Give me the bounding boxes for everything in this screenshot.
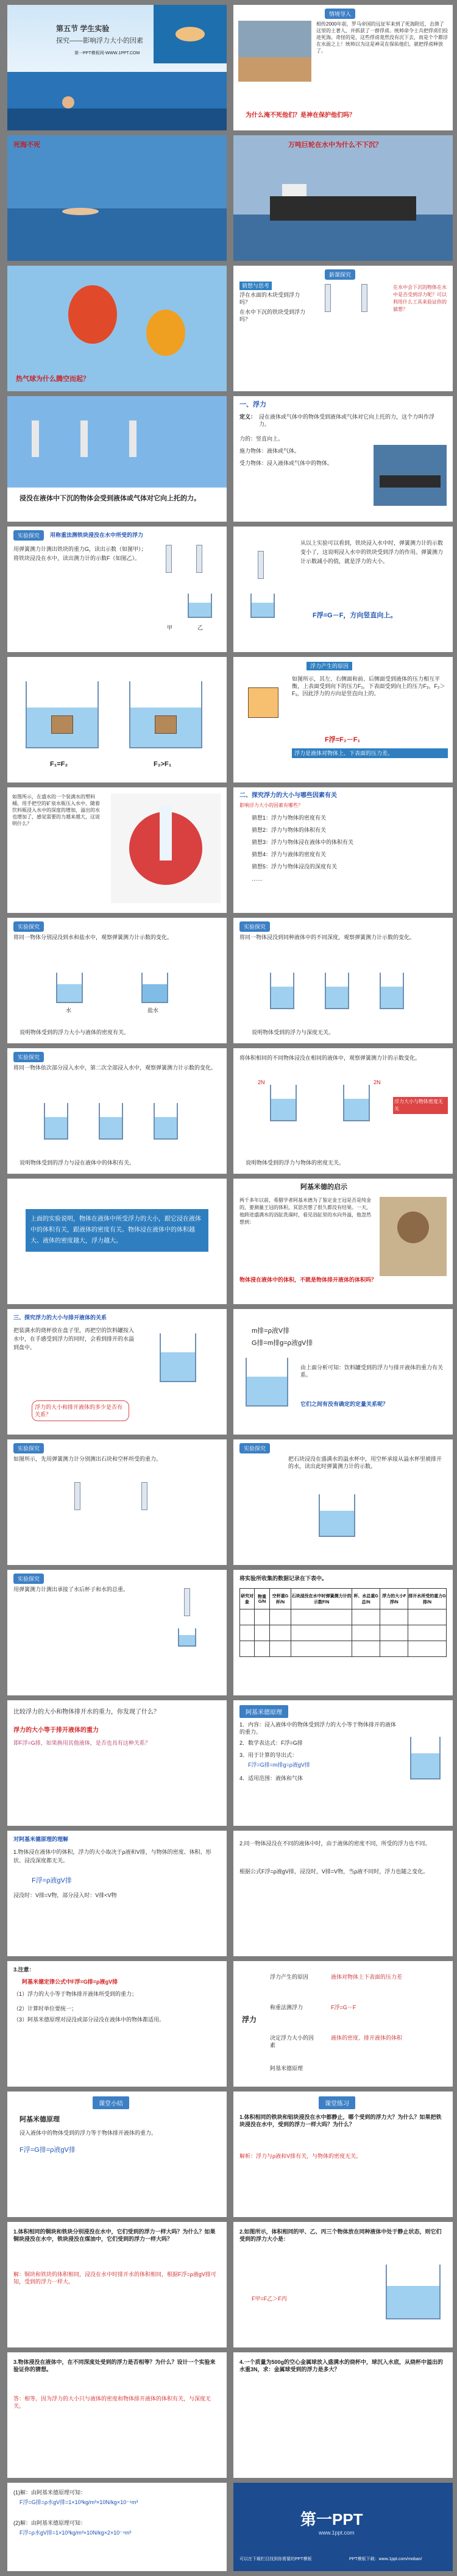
slide-17-object-density xyxy=(233,1048,453,1174)
mindmap-c5: 决定浮力大小的因素 xyxy=(270,2035,314,2048)
displacement-text: 把装满水的烧杯放在盘子里，再把空的饮料罐按入水中，在手感受到浮力的同时，会看到排开的水溢到盘中。 xyxy=(13,1327,135,1350)
step2-text: 把石块浸没在盛满水的溢水杯中，用空杯承接从溢水杯里被排开的水，读出此时弹簧测力计的示数。 xyxy=(288,1456,442,1469)
mindmap-c7: 阿基米德原理 xyxy=(270,2065,303,2071)
principle-item-2: 2．数学表达式：F浮=G排 xyxy=(239,1740,303,1746)
recap-formula: F浮=G排=ρ液gV排 xyxy=(19,2146,76,2154)
definition-label: 定义： xyxy=(239,414,257,420)
spring-scale-diagram xyxy=(7,396,227,488)
archimedes-text: 两千多年以前，希腊学者阿基米德为了鉴定金王冠是否是纯金的，要测量王冠的体积，冥思苦想了很久都没有结果。一天，他跨进盛满水的浴缸洗澡时，看见浴缸里的水向外溢，他忽然想到： xyxy=(239,1198,371,1225)
scale-a xyxy=(166,545,172,573)
q2-beaker xyxy=(386,2265,441,2319)
slide-23-step2 xyxy=(233,1439,453,1565)
guess-title: 猜想与思考 xyxy=(239,282,272,290)
formula-question: 它们之间有没有确定的定量关系呢？ xyxy=(300,1401,389,1407)
mindmap-c3: 称重法测浮力 xyxy=(270,2004,303,2010)
slide-11-cause xyxy=(233,657,453,782)
table-row xyxy=(240,1609,447,1625)
badge-depth: 实验探究 xyxy=(239,921,270,932)
pressure-label-right: F₂>F₁ xyxy=(154,761,172,768)
pressure-block-left xyxy=(51,715,73,734)
slide-4-balloon xyxy=(7,266,227,391)
lesson-subtitle: 探究——影响浮力大小的因素 xyxy=(56,37,143,44)
weighing-title: 用称重法测铁块浸没在水中所受的浮力 xyxy=(50,532,144,538)
volume-conclusion: 说明物体受到的浮力与浸在液体中的体积有关。 xyxy=(19,1160,135,1166)
hypothesis-5: 猜想5：浮力与物体浸没的深度有关 xyxy=(252,864,338,870)
hypothesis-1: 猜想1：浮力与物体的密度有关 xyxy=(252,815,327,821)
spring-scale-left xyxy=(325,284,331,312)
slide-33-exercise xyxy=(233,2092,453,2217)
slide-31-mindmap xyxy=(233,1961,453,2087)
guess-note: 在水中会下沉的物体在水中是否受到浮力呢？可以利用什么工具来验证你的猜想？ xyxy=(393,285,447,312)
solution-t1: (1)解：由阿基米德原理可知： xyxy=(13,2489,87,2496)
q2-options: F甲=F乙＞F丙 xyxy=(252,2296,287,2302)
understand-heading: 对阿基米德原理的理解 xyxy=(13,1836,69,1842)
intro-text: 相传2000年前，罗马帝国的远征军来到了死海附近，击溃了这里的土著人，并抓获了一群俘虏。统帅命令士兵把俘虏们投进死海。奇怪的是，这些俘虏竟然没有沉下去，而是个个都浮在水面之上！统帅以为这是神灵在保佑他们，就把俘虏释放了。 xyxy=(316,21,448,54)
brand-right-note: PPT模板下载：www.1ppt.com/moban/ xyxy=(349,2557,422,2561)
slide-25-table xyxy=(233,1570,453,1695)
slide-19-archimedes xyxy=(233,1179,453,1304)
fig-b-label: 乙 xyxy=(197,625,204,631)
slide-16-volume xyxy=(7,1048,227,1174)
dead-sea-photo xyxy=(7,135,227,261)
principle-item-4: 4．适用范围：液体和气体 xyxy=(239,1775,303,1781)
result-text: 从以上实验可以看到，铁块浸入水中时，弹簧测力计的示数变小了，这说明浸入水中的铁块受到浮力的作用。弹簧测力计示数减小的值，就是浮力的大小。 xyxy=(300,540,444,564)
slide-10-pressure xyxy=(7,657,227,782)
recap-tag: 课堂小结 xyxy=(93,2096,129,2109)
slide-15-depth xyxy=(233,918,453,1043)
slide-5-guess xyxy=(233,266,453,391)
slide-7-buoyancy xyxy=(233,396,453,522)
recap-text: 浸入液体中的物体受到的浮力等于物体排开液体的重力。 xyxy=(19,2130,157,2136)
mindmap-c6: 液体的密度、排开液体的体积 xyxy=(331,2035,403,2041)
obj-note-1: 2N xyxy=(258,1079,265,1085)
depth-beaker-1 xyxy=(270,973,294,1009)
q1-answer: 解：铜块和铁块的体积相同，浸没在水中时排开水的体积相同，根据F浮=ρ液gV排可知，受到的浮力一样大。 xyxy=(13,2271,216,2285)
table-header-row xyxy=(240,1589,447,1609)
container-ship-photo xyxy=(374,445,447,506)
depth-beaker-2 xyxy=(325,973,349,1009)
template-url: 第一PPT模板网-WWW.1PPT.COM xyxy=(74,51,140,55)
principle-beaker xyxy=(410,1737,441,1779)
mindmap-root: 浮力 xyxy=(242,2015,257,2024)
result-scale xyxy=(258,551,264,579)
hypotheses-heading: 二、探究浮力的大小与哪些因素有关 xyxy=(239,792,337,799)
slide-6-sinking xyxy=(7,396,227,522)
notes-t1: （1）浮力的大小等于物体排开液体所受到的重力； xyxy=(13,1991,138,1997)
compare-result: 浮力的大小等于排开液体的重力 xyxy=(13,1727,99,1734)
water-beaker xyxy=(56,973,83,1003)
slide-27-principle xyxy=(233,1700,453,1826)
table-title: 将实验所收集的数据记录在下表中。 xyxy=(239,1575,328,1581)
hypotheses-dots: …… xyxy=(252,876,263,882)
displacement-f1: m排=ρ液V排 xyxy=(252,1327,290,1335)
principle-item-1: 1．内容：浸入液体中的物体受到浮力的大小等于物体排开的液体的重力。 xyxy=(239,1722,397,1735)
slide-30-notes xyxy=(7,1961,227,2087)
fig-a-label: 甲 xyxy=(167,625,173,631)
badge-experiment: 实验探究 xyxy=(13,530,44,541)
recap-title: 阿基米德原理 xyxy=(19,2116,60,2123)
formula-text: 由上面分析可知：饮料罐受到的浮力与排开液体的重力有关系。 xyxy=(300,1364,444,1378)
scale-b xyxy=(196,545,202,573)
sinking-caption: 浸没在液体中下沉的物体会受到液体或气体对它向上托的力。 xyxy=(19,495,200,502)
compare-text: 比较浮力的大小和物体排开水的重力，你发现了什么？ xyxy=(13,1709,160,1716)
brand-left-note: 可以在下载栏目找到你需要的PPT模板 xyxy=(239,2557,312,2561)
principle-item-3: 3．用于计算的导出式： xyxy=(239,1752,298,1758)
ship-question: 万吨巨轮在水中为什么不下沉？ xyxy=(288,141,382,149)
cause-conclusion: 浮力是液体对物体上、下表面的压力差。 xyxy=(292,748,448,758)
formula-beaker xyxy=(246,1358,288,1407)
archimedes-quote: 物体浸在液体中的体积，不就是物体排开液体的体积吗？ xyxy=(239,1277,377,1283)
volume-beaker-2 xyxy=(99,1103,123,1140)
cause-block xyxy=(248,687,278,718)
definition-text: 浸在液体或气体中的物体受到液体或气体对它向上托的力，这个力叫作浮力。 xyxy=(259,414,435,427)
mindmap-c1: 浮力产生的原因 xyxy=(270,1974,309,1980)
lesson-title: 第五节 学生实验 xyxy=(56,24,110,33)
notes-t2: （2）计算时单位要统一； xyxy=(13,2006,77,2012)
depth-conclusion: 说明物体受到的浮力与深度无关。 xyxy=(252,1029,335,1035)
slide-13-hypotheses xyxy=(233,787,453,913)
slide-3b-ship xyxy=(233,135,453,261)
slide-21-formula xyxy=(233,1309,453,1435)
displacement-heading: 三、探究浮力的大小与排开液体的关系 xyxy=(13,1315,107,1321)
summary-text: 上面的实验说明，物体在液体中所受浮力的大小，跟它浸在液体中的体积有关，跟液体的密度有关。物体浸在液体中的体积越大、液体的密度越大，浮力越大。 xyxy=(26,1209,208,1252)
weighing-text: 用弹簧测力计测出铁块的重力G，读出示数（如图甲）；将铁块浸没在水中，读出测力计的示数F（如图乙）。 xyxy=(13,546,147,561)
volume-beaker-1 xyxy=(44,1103,68,1140)
step1-scale-a xyxy=(74,1482,80,1510)
exercise-text: 1.体积相同的铁块和铝块浸没在水中都静止，哪个受到的浮力大？为什么？如果把铁块浸没在水中，受到的浮力一样大吗？为什么？ xyxy=(239,2114,442,2127)
data-table xyxy=(239,1588,447,1657)
mindmap-c4: F浮=G－F xyxy=(331,2004,356,2010)
density-text: 将同一物体分别浸没到水和盐水中，观察弹簧测力计示数的变化。 xyxy=(13,934,173,940)
slide-26-compare xyxy=(7,1700,227,1826)
depth-text: 将同一物体浸没到同种液体中的不同深度，观察弹簧测力计示数的变化。 xyxy=(239,934,416,940)
step1-text: 如图所示，先用弹簧测力计分别测出石块和空杯所受的重力。 xyxy=(13,1456,162,1462)
obj-beaker-2 xyxy=(343,1085,370,1121)
slide-2-intro xyxy=(233,5,453,130)
q2-text: 2.如图所示，体积相同的甲、乙、丙三个物体放在同种液体中处于静止状态，则它们受到的浮力大小是： xyxy=(239,2229,442,2242)
table-header: 杯、水总重G总/N xyxy=(352,1589,380,1609)
guess-q2: 在水中下沉的铁块受到浮力吗？ xyxy=(239,309,306,322)
obj-note-2: 2N xyxy=(374,1079,381,1085)
brand-url: www.1ppt.com xyxy=(319,2530,355,2536)
compare-extra: 即F浮=G排，如果换用其他液体，是否也具有这种关系？ xyxy=(13,1740,151,1746)
slide-1-title xyxy=(7,5,227,130)
obj-beaker-1 xyxy=(270,1085,297,1121)
slide-34-q1 xyxy=(7,2222,227,2347)
hot-air-balloon-photo xyxy=(7,266,227,391)
cause-text: 如图所示，其左、右侧面和前、后侧面受到液体的压力相互平衡，上表面受到向下的压力F₁，下表面受到向上的压力F₂，F₂＞F₁，因此浮力的方向是竖直向上的。 xyxy=(292,676,445,697)
liquid-text-2: 根据公式F浮=ρ液gV排，浸没时，V排=V物，当ρ液不同时，浮力也随之变化。 xyxy=(239,1868,429,1875)
notes-t3: （3）阿基米德原理对浸没或部分浸没在液体中的物体都适用。 xyxy=(13,2017,165,2023)
understand-text-2: 浸没时：V排=V物，部分浸入时：V排<V物 xyxy=(13,1892,117,1898)
q4-text: 4.一个质量为500g的空心金属球放入盛满水的烧杯中，球沉入水底，从烧杯中溢出的水重3N，求：金属球受到的浮力是多大？ xyxy=(239,2359,444,2372)
spring-scale-right xyxy=(361,284,367,312)
slide-18-summary xyxy=(7,1179,227,1304)
force-direction: 力的：竖直向上。 xyxy=(239,436,284,442)
pressure-beaker-right xyxy=(129,681,202,748)
badge-step1: 实验探究 xyxy=(13,1443,44,1453)
liquid-text: 2.同一物体浸没在不同的液体中时，由于液体的密度不同，所受的浮力也不同。 xyxy=(239,1840,431,1847)
sea-swimmer-photo xyxy=(7,72,227,130)
table-header: 排开水所受的重力G排/N xyxy=(408,1589,447,1609)
slide-22-step1 xyxy=(7,1439,227,1565)
q3-answer: 答：相等。因为浮力的大小只与液体的密度和物体排开液体的体积有关，与深度无关。 xyxy=(13,2396,211,2409)
pressure-block-right xyxy=(155,715,177,734)
buoyancy-heading: 一、浮力 xyxy=(239,401,266,408)
step1-scale-b xyxy=(141,1482,147,1510)
applying-object: 施力物体：液体或气体。 xyxy=(239,448,300,454)
step3-text: 用弹簧测力计测出承接了水后杯子和水的总重。 xyxy=(13,1586,129,1592)
table-row xyxy=(240,1641,447,1657)
slide-9-result xyxy=(233,527,453,652)
brand-logo: 第一PPT xyxy=(300,2510,363,2528)
overflow-beaker xyxy=(160,1333,196,1382)
slide-12-bottle xyxy=(7,787,227,913)
exercise-tag: 课堂练习 xyxy=(319,2096,355,2109)
notes-title: 3.注意： xyxy=(13,1967,35,1973)
understand-formula: F浮=ρ液gV排 xyxy=(32,1877,72,1884)
beaker-b xyxy=(188,594,212,618)
slide-8-weighing xyxy=(7,527,227,652)
pressure-label-left: F₁=F₂ xyxy=(50,761,68,768)
bottle-in-water-photo xyxy=(111,793,221,903)
receiving-object: 受力物体：浸入液体或气体中的物体。 xyxy=(239,460,333,466)
hypotheses-sub: 影响浮力大小的因素有哪些？ xyxy=(239,803,303,808)
table-header: 空杯重G杯/N xyxy=(269,1589,291,1609)
slide-20-displacement xyxy=(7,1309,227,1435)
step2-beaker xyxy=(319,1494,355,1537)
roman-soldiers-painting xyxy=(238,21,311,82)
notes-formula: 阿基米德定律公式中F浮=G排=ρ液gV排 xyxy=(22,1979,118,1985)
cargo-ship-photo xyxy=(233,135,453,261)
slide-38-solution xyxy=(7,2483,227,2571)
intro-question: 为什么淹不死他们？是神在保护他们吗？ xyxy=(246,112,355,119)
volume-beaker-3 xyxy=(154,1103,178,1140)
slide-3-dead-sea xyxy=(7,135,227,261)
hypothesis-2: 猜想2：浮力与物体的体积有关 xyxy=(252,827,327,833)
obj-caption: 浮力大小与物体密度无关 xyxy=(393,1097,448,1114)
diver-photo xyxy=(154,5,227,63)
guess-q1: 浮在水面的木块受到浮力吗？ xyxy=(239,292,300,305)
archimedes-title: 阿基米德的启示 xyxy=(300,1183,347,1191)
slide-24-step3 xyxy=(7,1570,227,1695)
archimedes-portrait xyxy=(380,1197,447,1276)
hypothesis-3: 猜想3：浮力与物体浸在液体中的体积有关 xyxy=(252,839,354,845)
balloon-caption: 热气球为什么腾空而起？ xyxy=(16,375,90,383)
slide-35-q2 xyxy=(233,2222,453,2347)
slide-39-brand xyxy=(233,2483,453,2571)
bottle-text: 如图所示，在盛水的一个装满水的塑料桶，用手把空的矿泉水瓶压入水中，随着饮料瓶浸入水中的深度的增加，溢出的水也增加了，感觉需要的力越来越大，这说明什么？ xyxy=(12,794,100,826)
hypothesis-4: 猜想4：浮力与液体的密度有关 xyxy=(252,851,327,857)
table-header: 物重G/N xyxy=(255,1589,269,1609)
table-row xyxy=(240,1625,447,1641)
slide-29-liquid xyxy=(233,1831,453,1956)
q1-text: 1.体积相同的铜块和铁块分别浸没在水中，它们受到的浮力一样大吗？为什么？如果铜块浸没在水中，铁块浸没在煤油中，它们受到的浮力一样大吗？ xyxy=(13,2229,216,2242)
saltwater-label: 盐水 xyxy=(147,1007,159,1013)
depth-beaker-3 xyxy=(380,973,404,1009)
principle-item-3b: F浮=G排=m排g=ρ液gV排 xyxy=(248,1762,310,1768)
slide-28-understand xyxy=(7,1831,227,1956)
q3-text: 3.物体浸没在液体中，在不同深度处受到的浮力是否相等？为什么？设计一个实验来验证你的猜想。 xyxy=(13,2359,216,2372)
badge-new-lesson: 新课探究 xyxy=(325,269,355,280)
solution-f1: F浮=G排=ρ水gV排=1×10³kg/m³×10N/kg×10⁻⁴m³ xyxy=(19,2499,138,2505)
step3-scale xyxy=(184,1588,190,1616)
table-header: 石块浸没在水中时弹簧测力计的示数F/N xyxy=(291,1589,352,1609)
badge-density: 实验探究 xyxy=(13,921,44,932)
step3-cup xyxy=(178,1628,196,1647)
pressure-beaker-left xyxy=(26,681,99,748)
table-header: 浮力的大小F浮/N xyxy=(380,1589,408,1609)
object-density-text: 将体积相同的不同物体浸没在相同的液体中，观察弹簧测力计的示数变化。 xyxy=(239,1055,421,1061)
displacement-thought: 浮力的大小和排开液体的多少是否有关系？ xyxy=(32,1400,129,1421)
table-header: 研究对象 xyxy=(240,1589,255,1609)
result-beaker xyxy=(250,594,275,618)
slide-32-recap xyxy=(7,2092,227,2217)
principle-tag: 阿基米德原理 xyxy=(239,1705,288,1718)
exercise-answer: 解析：浮力与ρ液和V排有关，与物体的密度无关。 xyxy=(239,2153,362,2159)
badge-volume: 实验探究 xyxy=(13,1052,44,1062)
displacement-f2: G排=m排g=ρ液gV排 xyxy=(252,1339,313,1347)
solution-f2: F浮=ρ水gV排=1×10³kg/m³×10N/kg×2×10⁻⁴m³ xyxy=(19,2530,132,2536)
solution-t2: (2)解：由阿基米德原理可知： xyxy=(13,2520,87,2526)
density-conclusion: 说明物体受到的浮力大小与液体的密度有关。 xyxy=(19,1029,130,1035)
obj-conclusion: 说明物体受到的浮力与物体的密度无关。 xyxy=(246,1160,345,1166)
saltwater-beaker xyxy=(141,973,168,1003)
volume-text: 将同一物体依次部分浸入水中，第二次全部浸入水中，观察弹簧测力计示数的变化。 xyxy=(13,1065,217,1071)
slide-36-q3 xyxy=(7,2352,227,2478)
badge-intro: 情境导入 xyxy=(325,9,355,19)
badge-step2: 实验探究 xyxy=(239,1443,270,1453)
cause-formula: F浮=F₂－F₁ xyxy=(325,736,361,743)
understand-text: 1.物体浸在液体中的体积，浮力的大小取决于ρ液和V排，与物体的密度、体积、形状、浸没深度都无关。 xyxy=(13,1849,211,1864)
mindmap-c2: 液体对物体上下表面的压力差 xyxy=(331,1974,403,1980)
badge-step3: 实验探究 xyxy=(13,1574,44,1584)
slide-37-q4 xyxy=(233,2352,453,2478)
result-formula: F浮=G－F，方向竖直向上。 xyxy=(313,612,397,619)
cause-title: 浮力产生的原因 xyxy=(306,662,352,670)
dead-sea-label: 死海不死 xyxy=(13,141,40,149)
water-label: 水 xyxy=(66,1007,72,1013)
slide-14-density xyxy=(7,918,227,1043)
